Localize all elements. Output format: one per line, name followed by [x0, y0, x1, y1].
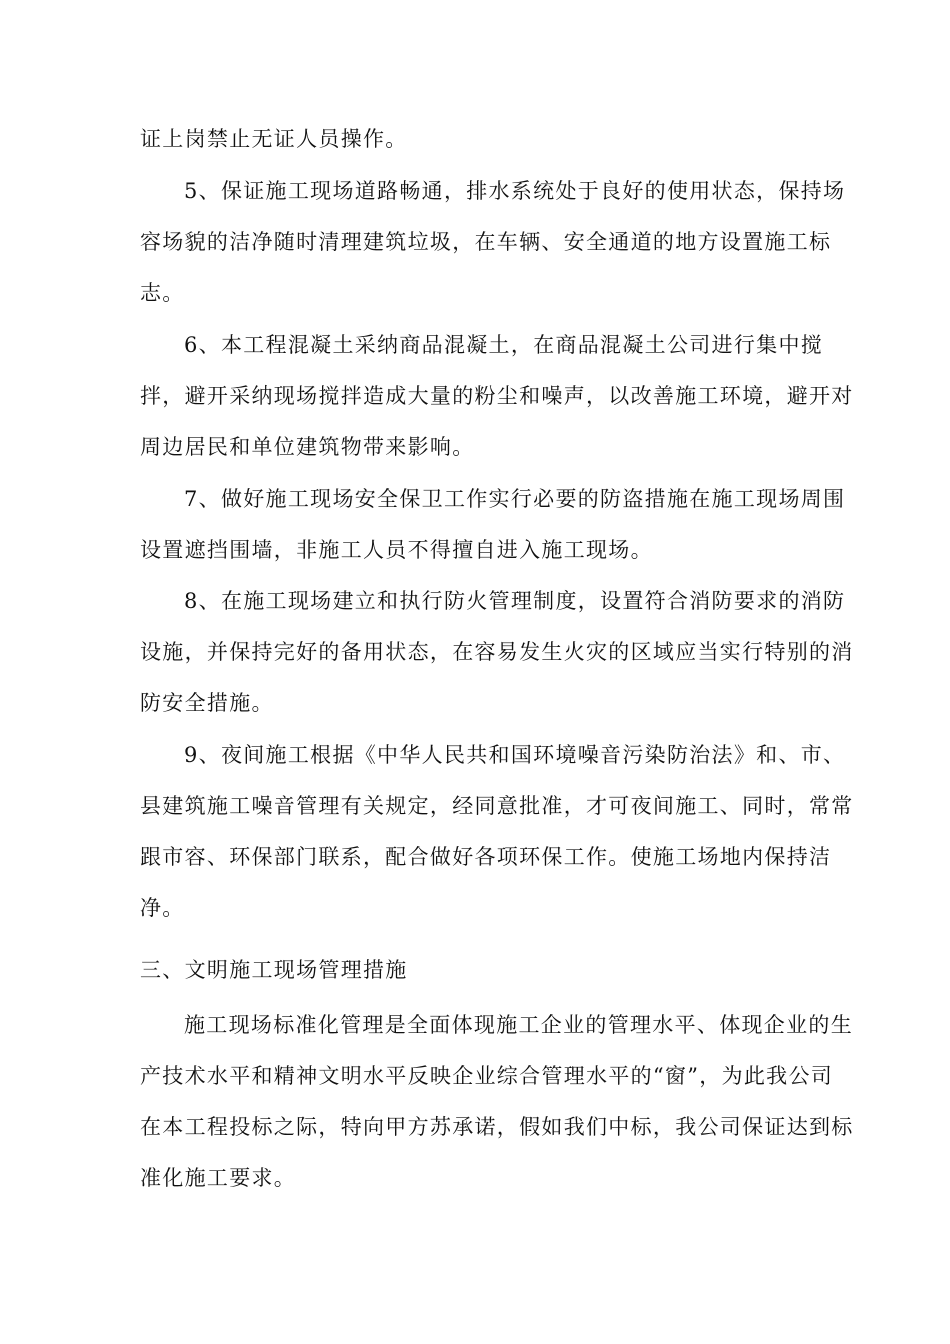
- paragraph-line: 周边居民和单位建筑物带来影响。: [140, 435, 475, 459]
- paragraph-item-6: [140, 320, 854, 473]
- paragraph-line: 县建筑施工噪音管理有关规定，经同意批准，才可夜间施工、同时，常常: [140, 794, 854, 818]
- paragraph-line: 跟市容、环保部门联系，配合做好各项环保工作。使施工场地内保持洁: [140, 845, 832, 869]
- paragraph-line: 志。: [140, 281, 185, 305]
- section-heading-block: [140, 945, 826, 996]
- paragraph-line: 设施，并保持完好的备用状态，在容易发生火灾的区域应当实行特别的消: [140, 640, 854, 664]
- paragraph-line: 防安全措施。: [140, 691, 274, 715]
- section-body: [140, 1000, 854, 1204]
- paragraph-line: 容场貌的洁净随时清理建筑垃圾，在车辆、安全通道的地方设置施工标: [140, 230, 832, 254]
- paragraph-item-9: [140, 730, 854, 934]
- paragraph-line: 证上岗禁止无证人员操作。: [140, 127, 408, 151]
- paragraph-item-7: [140, 474, 846, 576]
- paragraph-item-8: [140, 576, 854, 729]
- paragraph-line: 准化施工要求。: [140, 1166, 297, 1190]
- paragraph-line: 6、本工程混凝土采纳商品混凝土，在商品混凝土公司进行集中搅: [184, 333, 824, 357]
- paragraph-line: 净。: [140, 896, 185, 920]
- section-heading: 三、文明施工现场管理措施: [140, 958, 408, 982]
- paragraph-continuation: [140, 114, 826, 165]
- paragraph-line: 产技术水平和精神文明水平反映企业综合管理水平的“窗”，为此我公司: [140, 1064, 834, 1088]
- paragraph-line: 设置遮挡围墙，非施工人员不得擅自进入施工现场。: [140, 538, 653, 562]
- paragraph-line: 7、做好施工现场安全保卫工作实行必要的防盗措施在施工现场周围: [184, 487, 846, 511]
- paragraph-line: 5、保证施工现场道路畅通，排水系统处于良好的使用状态，保持场: [184, 179, 846, 203]
- paragraph-line: 拌，避开采纳现场搅拌造成大量的粉尘和噪声，以改善施工环境，避开对: [140, 384, 854, 408]
- paragraph-line: 9、夜间施工根据《中华人民共和国环境噪音污染防治法》和、市、: [184, 743, 846, 767]
- paragraph-line: 在本工程投标之际，特向甲方苏承诺，假如我们中标，我公司保证达到标: [140, 1115, 854, 1139]
- paragraph-line: 施工现场标准化管理是全面体现施工企业的管理水平、体现企业的生: [184, 1013, 853, 1037]
- paragraph-line: 8、在施工现场建立和执行防火管理制度，设置符合消防要求的消防: [184, 589, 846, 613]
- paragraph-item-5: [140, 166, 846, 319]
